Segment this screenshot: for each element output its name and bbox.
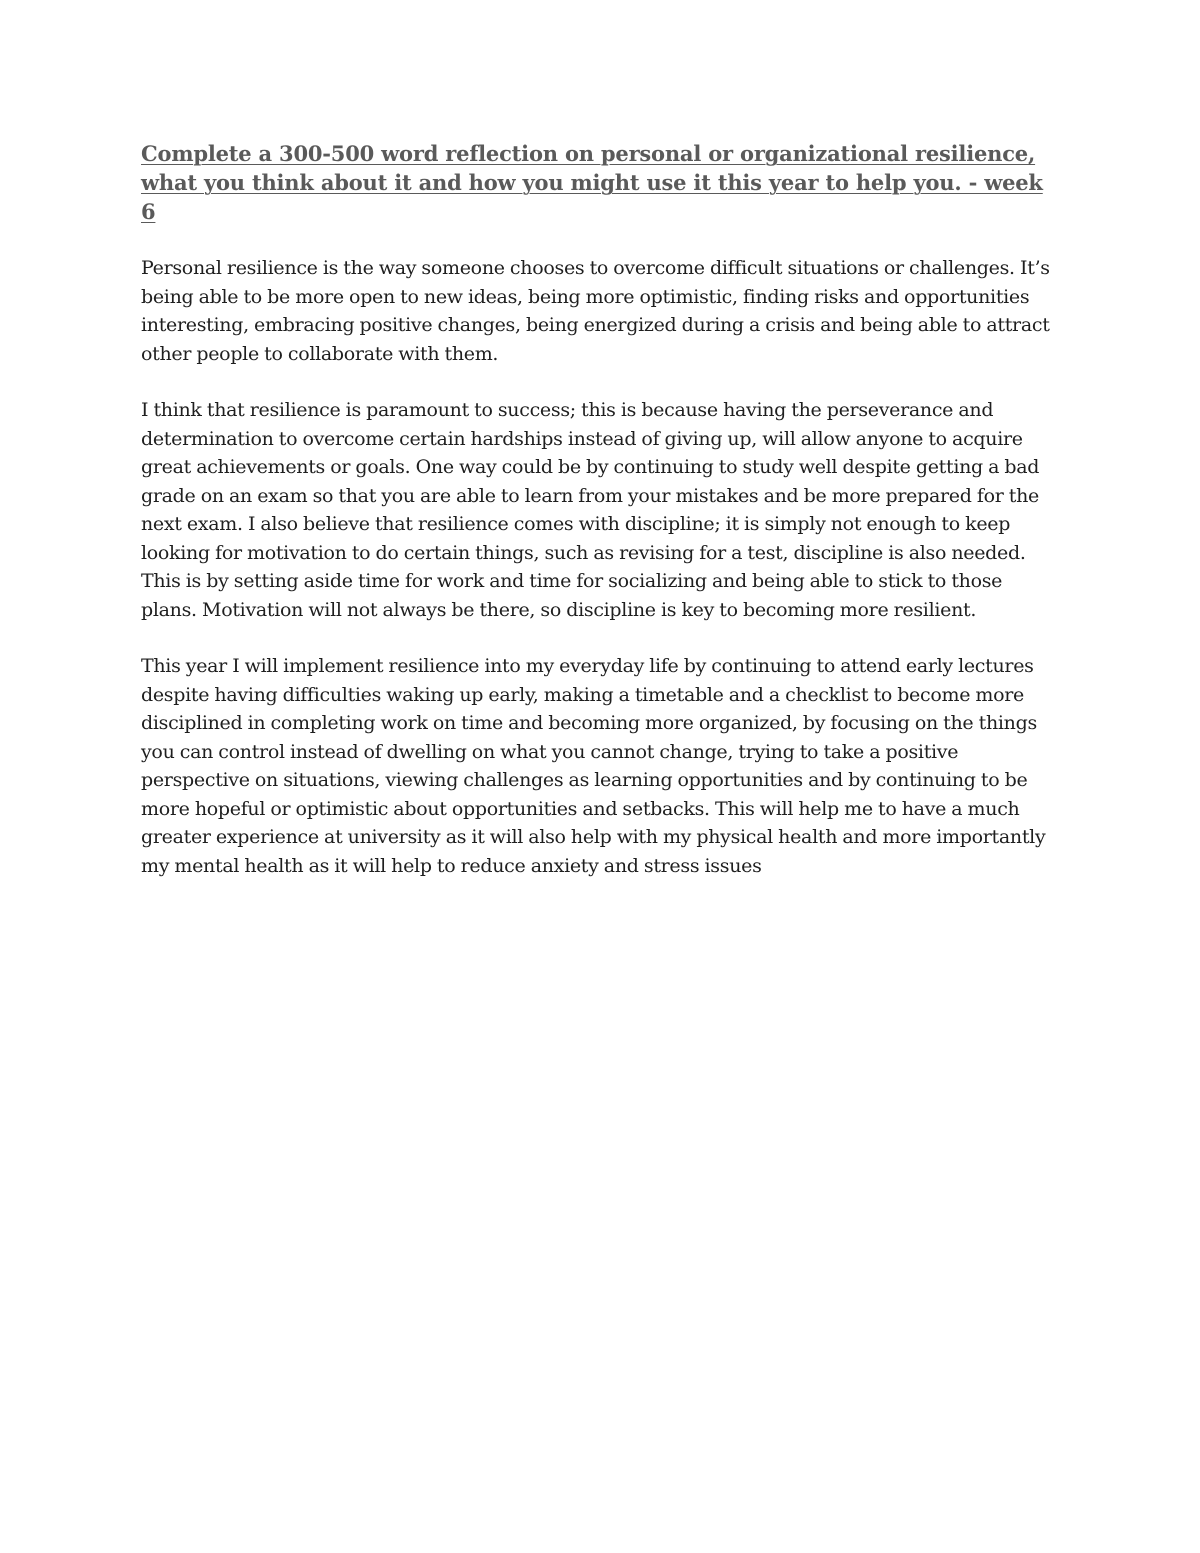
paragraph-opinion: I think that resilience is paramount to success; this is because having the perseverance and determination to overcome certain hardships instead of giving up, will allow anyone to acquire great achievements or goals. One way could be by continuing to study well despite getting a bad grade on an exam so that you are able to learn from your mistakes and be more prepared for the next exam. I also believe that resilience comes with discipline; it is simply not enough to keep looking for motivation to do certain things, such as revising for a test, discipline is also needed. This is by setting aside time for work and time for socializing and being able to stick to those plans. Motivation will not always be there, so discipline is key to becoming more resilient. — [141, 399, 1040, 621]
paragraph-definition: Personal resilience is the way someone chooses to overcome difficult situations or challenges. It’s being able to be more open to new ideas, being more optimistic, finding risks and opportunities interesting, embracing positive changes, being energized during a crisis and being able to attract other people to collaborate with them. — [141, 257, 1050, 365]
document-heading: Complete a 300-500 word reflection on personal or organizational resilience, what you think about it and how you might use it this year to help you. - week 6 — [141, 141, 1043, 224]
paragraph-application: This year I will implement resilience into my everyday life by continuing to attend early lectures despite having difficulties waking up early, making a timetable and a checklist to become more disciplined in completing work on time and becoming more organized, by focusing on the things you can control instead of dwelling on what you cannot change, trying to take a positive perspective on situations, viewing challenges as learning opportunities and by continuing to be more hopeful or optimistic about opportunities and setbacks. This will help me to have a much greater experience at university as it will also help with my physical health and more importantly my mental health as it will help to reduce anxiety and stress issues — [141, 655, 1046, 877]
document-body — [141, 139, 1063, 880]
